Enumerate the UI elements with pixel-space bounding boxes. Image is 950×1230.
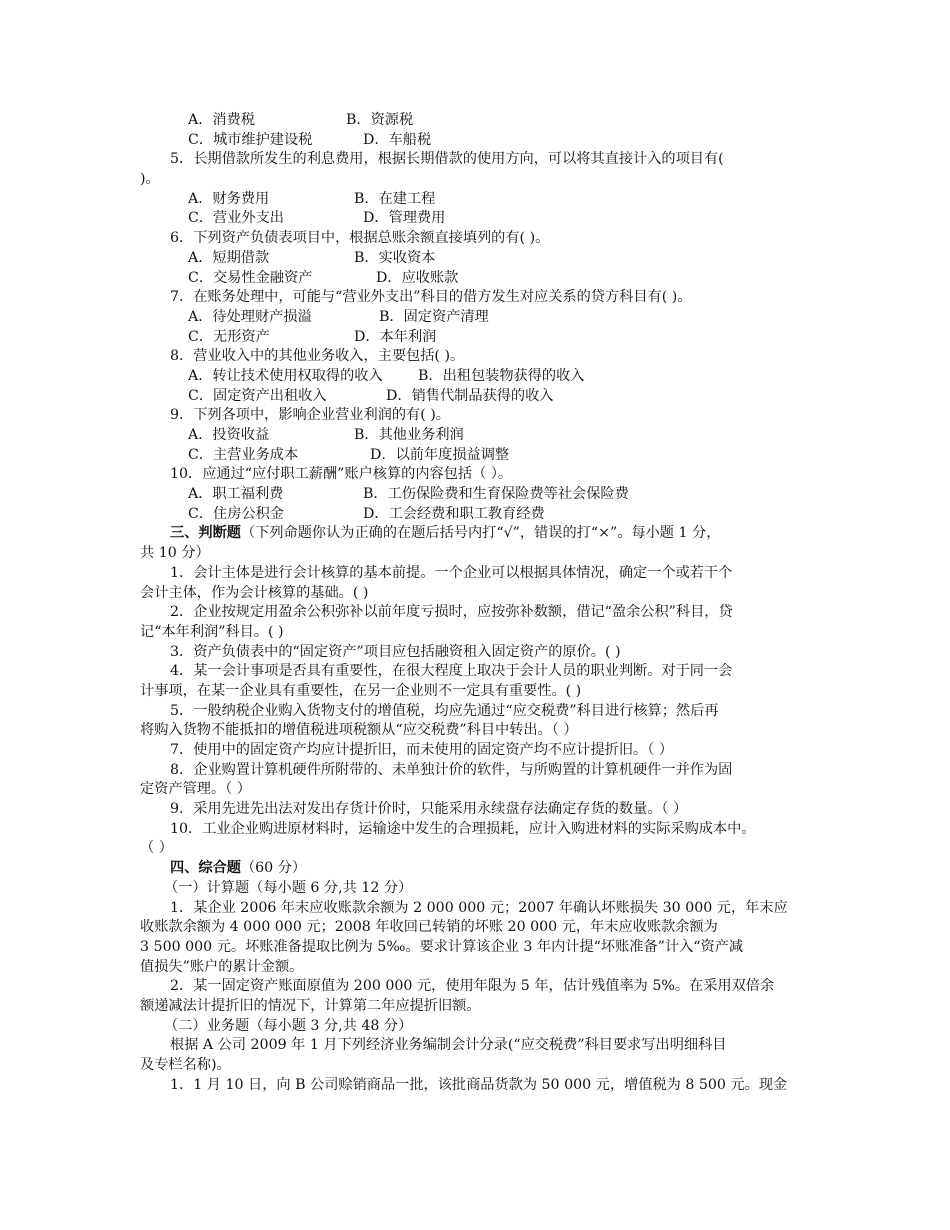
calc-2-line2: 额递减法计提折旧的情况下，计算第二年应提折旧额。 — [140, 997, 481, 1014]
q9-option-c: C．主营业务成本 — [188, 446, 299, 463]
q5-stem-cont: )。 — [140, 171, 160, 188]
calc-heading: （一）计算题（每小题 6 分,共 12 分） — [164, 879, 413, 896]
q7-option-a: A．待处理财产损溢 — [188, 308, 312, 325]
q4-option-a: A．消费税 — [188, 112, 255, 128]
section3-title: 三、判断题 — [170, 525, 241, 542]
q6-stem: 6．下列资产负债表项目中，根据总账余额直接填列的有( )。 — [170, 230, 550, 247]
q7-option-d: D．本年利润 — [354, 328, 437, 345]
q7-options-row2 — [140, 328, 822, 348]
tf-1-line2: 会计主体，作为会计核算的基础。( ) — [140, 584, 369, 601]
calc-1-line3: 3 500 000 元。坏账准备提取比例为 5‰。要求计算该企业 3 年内计提“坏账准备”计入“资产减 — [140, 938, 744, 955]
tf-4-line1: 4．某一会计事项是否具有重要性，在很大程度上取决于会计人员的职业判断。对于同一会 — [170, 663, 733, 680]
calc-2-line1: 2．某一固定资产账面原值为 200 000 元，使用年限为 5 年，估计残值率为 5%。在采用双倍余 — [170, 978, 775, 995]
q9-option-b: B．其他业务利润 — [354, 427, 464, 443]
q5-options-row2 — [140, 209, 822, 229]
q10-option-b: B．工伤保险费和生育保险费等社会保险费 — [363, 486, 629, 503]
tf-10-line2: （ ） — [140, 840, 173, 857]
tf-8-line1: 8．企业购置计算机硬件所附带的、未单独计价的软件，与所购置的计算机硬件一并作为固 — [170, 761, 733, 778]
section3-desc-cont: 共 10 分） — [140, 545, 210, 562]
q8-option-a: A．转让技术使用权取得的收入 — [188, 367, 383, 384]
section4-title: 四、综合题 — [170, 860, 241, 877]
q9-options-row1 — [140, 426, 822, 446]
tf-9: 9．采用先进先出法对发出存货计价时，只能采用永续盘存法确定存货的数量。（ ） — [170, 801, 688, 818]
q6-options-row1 — [140, 249, 822, 269]
tf-7: 7．使用中的固定资产均应计提折旧，而未使用的固定资产均不应计提折旧。（ ） — [170, 742, 674, 758]
q4-option-c: C．城市维护建设税 — [188, 131, 313, 148]
tf-1-line1: 1．会计主体是进行会计核算的基本前提。一个企业可以根据具体情况，确定一个或若干个 — [170, 564, 733, 581]
exam-page — [140, 111, 822, 1095]
section4-heading — [140, 859, 822, 879]
biz-intro-line1: 根据 A 公司 2009 年 1 月下列经济业务编制会计分录(“应交税费”科目要求写出明细科目 — [170, 1037, 727, 1054]
biz-intro-line2: 及专栏名称)。 — [140, 1057, 231, 1073]
tf-2-line2: 记“本年利润”科目。( ) — [140, 623, 284, 640]
tf-10-line1: 10．工业企业购进原材料时，运输途中发生的合理损耗，应计入购进材料的实际采购成本中。 — [170, 820, 756, 837]
q9-option-d: D．以前年度损益调整 — [370, 446, 510, 463]
q5-option-a: A．财务费用 — [188, 190, 270, 207]
q7-options-row1 — [140, 308, 822, 328]
q10-stem: 10．应通过“应付职工薪酬”账户核算的内容包括（ ）。 — [170, 466, 513, 483]
tf-8-line2: 定资产管理。（ ） — [140, 781, 251, 798]
q5-stem: 5．长期借款所发生的利息费用，根据长期借款的使用方向，可以将其直接计入的项目有( — [170, 151, 724, 168]
q9-option-a: A．投资收益 — [188, 427, 270, 443]
q4-option-b: B．资源税 — [346, 112, 414, 128]
q10-options-row1 — [140, 485, 822, 505]
calc-1-line4: 值损失”账户的累计金额。 — [140, 958, 304, 975]
q10-option-c: C．住房公积金 — [188, 505, 284, 522]
section4-score: （60 分） — [240, 860, 307, 877]
biz-heading: （二）业务题（每小题 3 分,共 48 分） — [164, 1017, 413, 1034]
q8-option-b: B．出租包装物获得的收入 — [418, 367, 585, 384]
q8-option-c: C．固定资产出租收入 — [188, 387, 327, 404]
calc-1-line1: 1．某企业 2006 年末应收账款余额为 2 000 000 元；2007 年确认坏账损失 30 000 元，年末应 — [170, 899, 788, 916]
q10-option-d: D．工会经费和职工教育经费 — [363, 505, 545, 522]
q7-stem: 7．在账务处理中，可能与“营业外支出”科目的借方发生对应关系的贷方科目有( )。 — [170, 289, 692, 306]
tf-5-line1: 5．一般纳税企业购入货物支付的增值税，均应先通过“应交税费”科目进行核算；然后再 — [170, 702, 719, 719]
q4-options-row2 — [140, 131, 822, 151]
q4-options-row1 — [140, 111, 822, 131]
q6-options-row2 — [140, 269, 822, 289]
q9-stem: 9．下列各项中，影响企业营业利润的有( )。 — [170, 407, 450, 424]
q8-options-row1 — [140, 367, 822, 387]
tf-5-line2: 将购入货物不能抵扣的增值税进项税额从“应交税费”科目中转出。（ ） — [140, 722, 578, 739]
q5-option-d: D．管理费用 — [363, 210, 446, 227]
tf-3: 3．资产负债表中的“固定资产”项目应包括融资租入固定资产的原价。( ) — [170, 643, 621, 660]
q7-option-b: B．固定资产清理 — [379, 308, 489, 325]
q6-option-a: A．短期借款 — [188, 249, 270, 266]
biz-1: 1．1 月 10 日，向 B 公司赊销商品一批，该批商品货款为 50 000 元，增值税为 8 500 元。现金 — [170, 1076, 788, 1093]
q4-option-d: D．车船税 — [363, 131, 432, 148]
tf-4-line2: 计事项，在某一企业具有重要性，在另一企业则不一定具有重要性。( ) — [140, 682, 582, 699]
tf-2-line1: 2．企业按规定用盈余公积弥补以前年度亏损时，应按弥补数额，借记“盈余公积”科目，贷 — [170, 604, 733, 621]
q6-option-d: D．应收账款 — [376, 269, 459, 286]
q7-option-c: C．无形资产 — [188, 328, 270, 345]
section3-desc: （下列命题你认为正确的在题后括号内打“√”，错误的打“×”。每小题 1 分， — [240, 525, 721, 542]
q10-option-a: A．职工福利费 — [188, 486, 284, 503]
q5-option-b: B．在建工程 — [354, 190, 436, 207]
q6-option-c: C．交易性金融资产 — [188, 269, 313, 286]
q5-options-row1 — [140, 190, 822, 210]
calc-1-line2: 收账款余额为 4 000 000 元；2008 年收回已转销的坏账 20 000 元，年末应收账款余额为 — [140, 919, 718, 936]
section3-heading — [140, 524, 822, 544]
q8-stem: 8．营业收入中的其他业务收入，主要包括( )。 — [170, 348, 465, 365]
q9-options-row2 — [140, 446, 822, 466]
q5-option-c: C．营业外支出 — [188, 210, 284, 227]
q10-options-row2 — [140, 505, 822, 525]
q6-option-b: B．实收资本 — [354, 249, 436, 266]
q8-option-d: D．销售代制品获得的收入 — [386, 387, 554, 404]
q8-options-row2 — [140, 387, 822, 407]
